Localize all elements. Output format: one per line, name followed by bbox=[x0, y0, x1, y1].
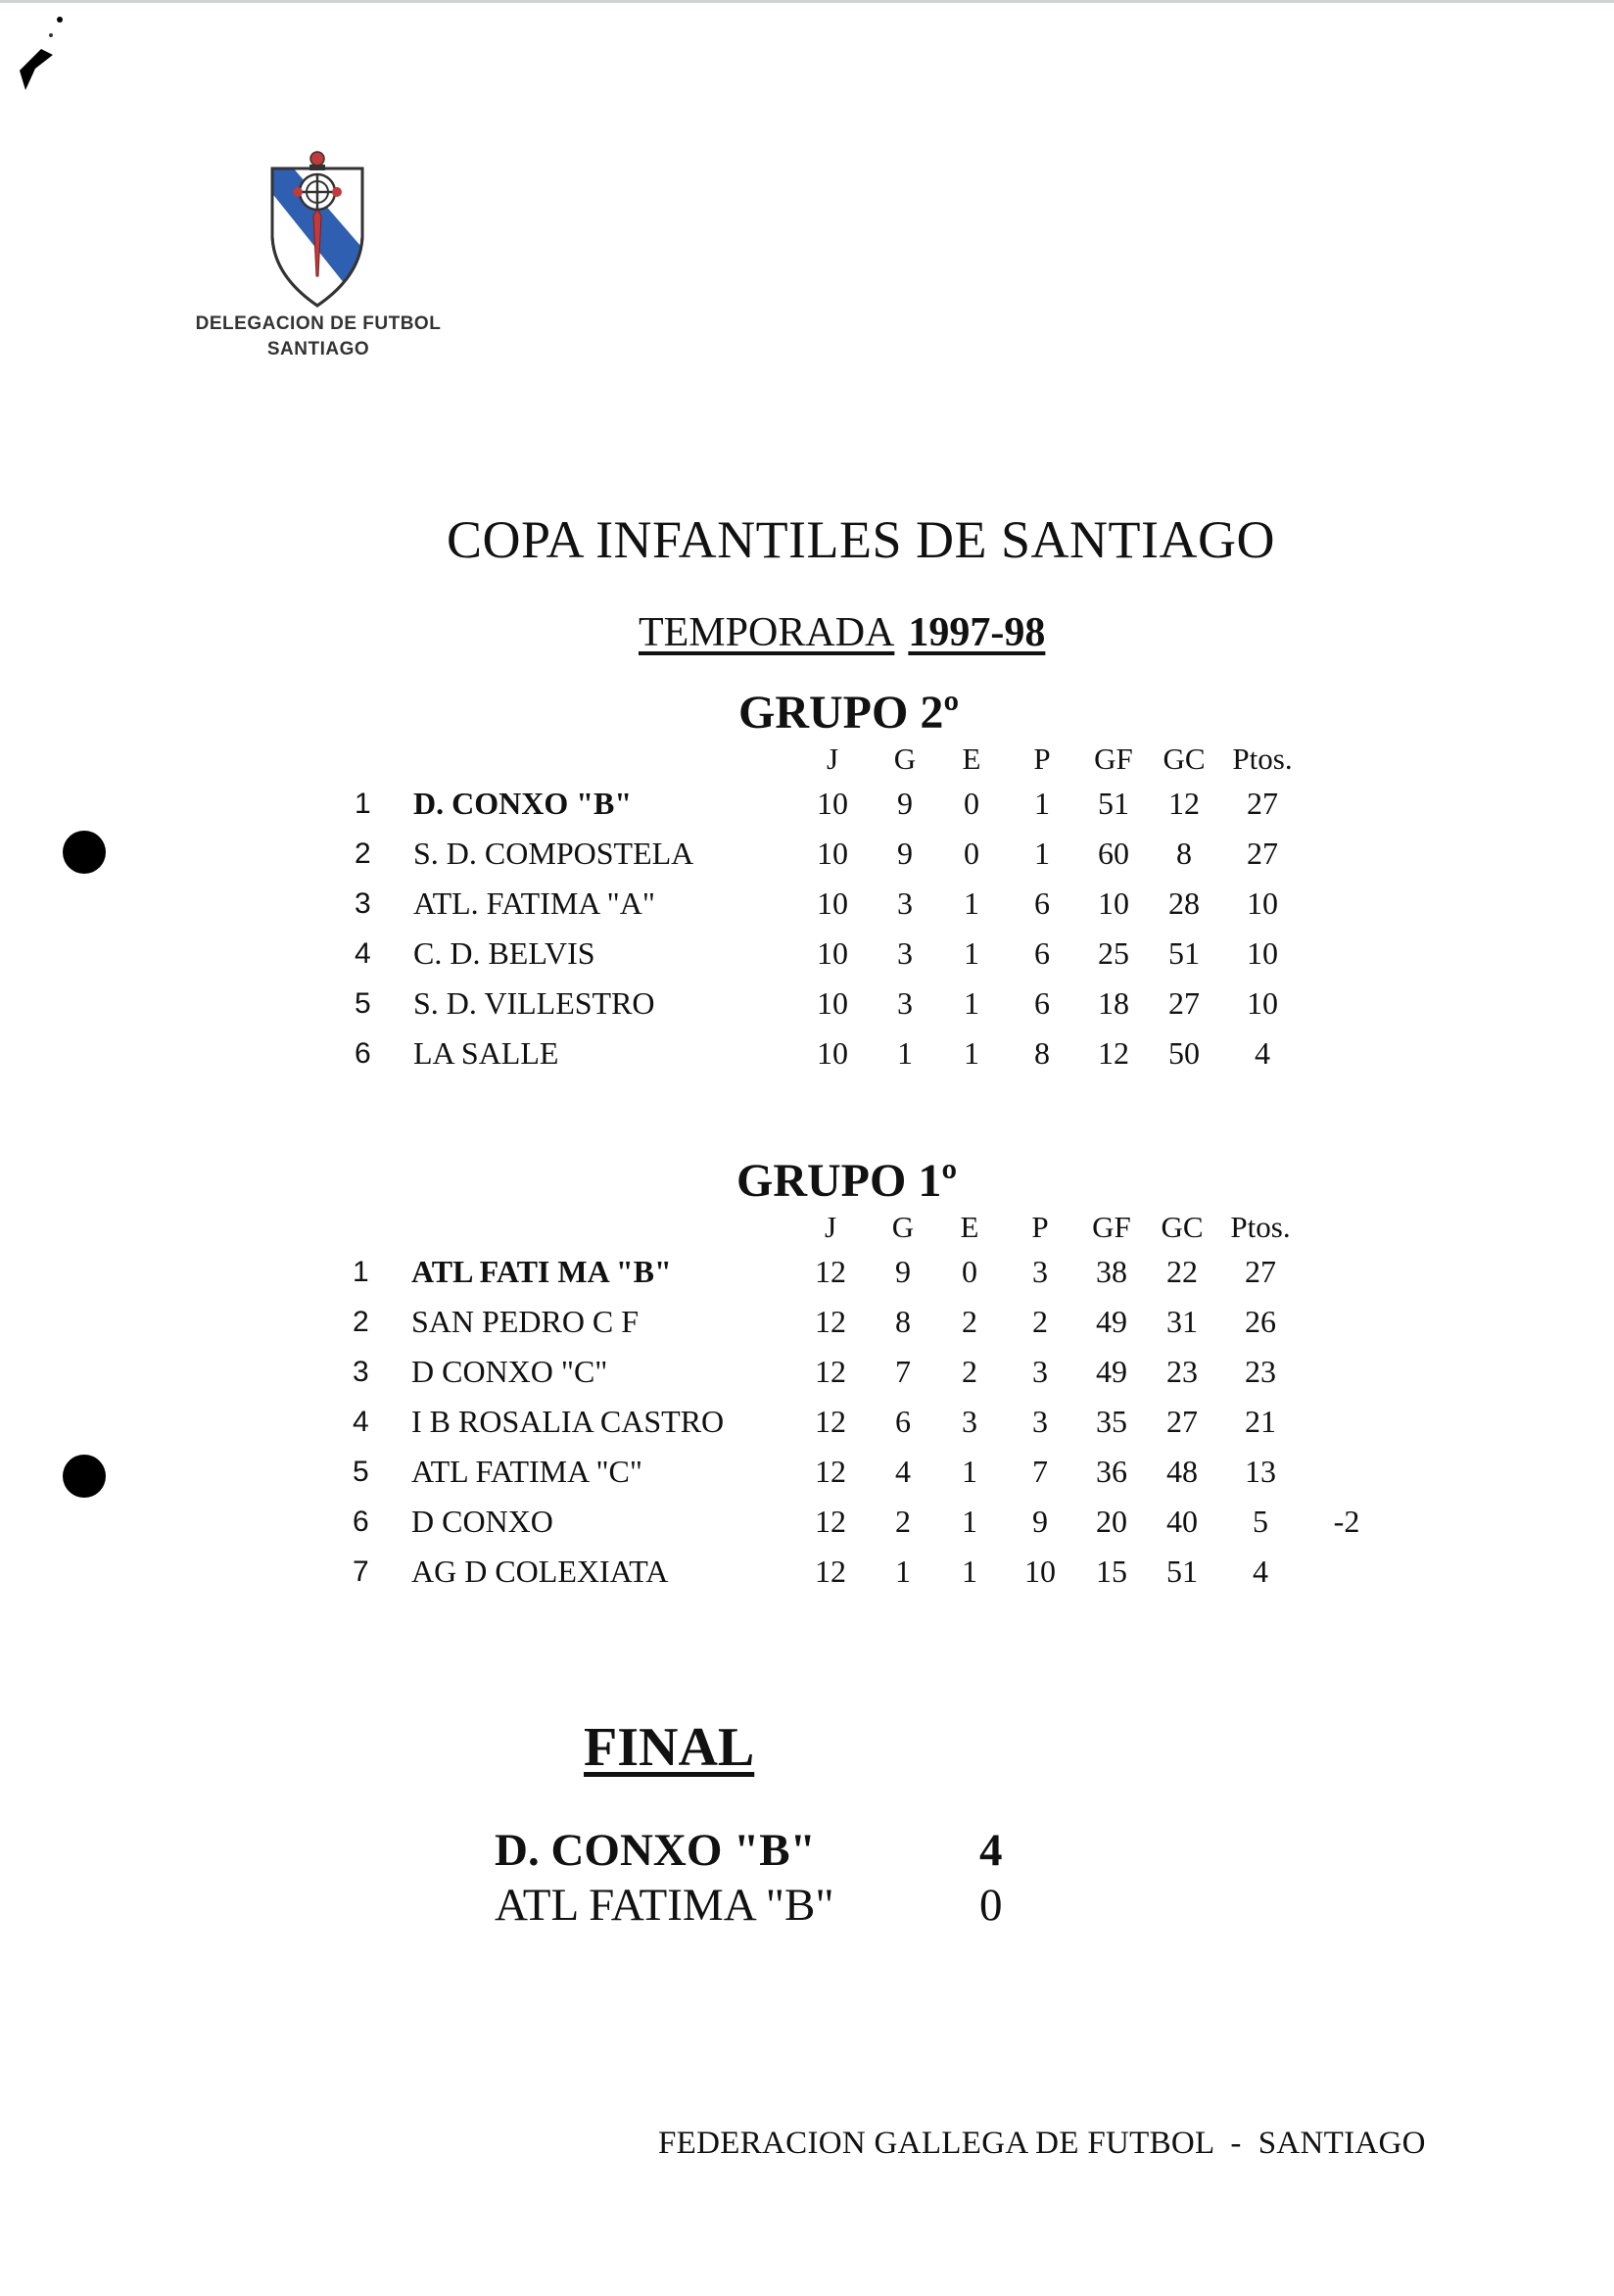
drawn: 1 bbox=[962, 1454, 977, 1489]
goals-against: 23 bbox=[1166, 1354, 1198, 1389]
col-header-gf: GF bbox=[1092, 1210, 1131, 1244]
lost: 3 bbox=[1032, 1354, 1048, 1389]
goals-against: 27 bbox=[1166, 1404, 1198, 1439]
won: 9 bbox=[897, 786, 913, 821]
col-header-gf: GF bbox=[1094, 741, 1133, 776]
goals-for: 18 bbox=[1098, 985, 1129, 1021]
goals-for: 36 bbox=[1096, 1454, 1127, 1489]
drawn: 0 bbox=[962, 1254, 977, 1289]
played: 10 bbox=[817, 885, 848, 921]
won: 6 bbox=[895, 1404, 911, 1439]
team-name: D CONXO "C" bbox=[411, 1354, 608, 1389]
drawn: 1 bbox=[962, 1504, 977, 1539]
points: 21 bbox=[1245, 1404, 1276, 1439]
points: 27 bbox=[1245, 1254, 1276, 1289]
table-row bbox=[355, 979, 1305, 1028]
col-header-e: E bbox=[962, 741, 981, 776]
played: 10 bbox=[817, 786, 848, 821]
goals-for: 35 bbox=[1096, 1404, 1127, 1439]
col-header-p: P bbox=[1031, 1210, 1049, 1244]
lost: 10 bbox=[1024, 1554, 1056, 1589]
played: 10 bbox=[817, 935, 848, 971]
won: 4 bbox=[895, 1454, 911, 1489]
table-row bbox=[353, 1547, 1391, 1597]
team-name: S. D. COMPOSTELA bbox=[413, 836, 694, 871]
points-adjustment: -2 bbox=[1333, 1504, 1360, 1539]
points: 13 bbox=[1245, 1454, 1276, 1489]
drawn: 1 bbox=[964, 935, 979, 971]
points: 10 bbox=[1247, 985, 1278, 1021]
goals-against: 40 bbox=[1166, 1504, 1198, 1539]
delegation-name bbox=[147, 311, 490, 362]
group-2-table bbox=[355, 740, 1305, 1078]
points: 23 bbox=[1245, 1354, 1276, 1389]
team-name: AG D COLEXIATA bbox=[411, 1554, 669, 1589]
team-name: I B ROSALIA CASTRO bbox=[411, 1404, 725, 1439]
points: 26 bbox=[1245, 1304, 1276, 1339]
goals-against: 27 bbox=[1168, 985, 1200, 1021]
table-row bbox=[355, 829, 1305, 879]
won: 9 bbox=[895, 1254, 911, 1289]
lost: 6 bbox=[1034, 935, 1050, 971]
played: 12 bbox=[815, 1504, 846, 1539]
table-row bbox=[353, 1447, 1391, 1497]
position: 1 bbox=[353, 1255, 369, 1288]
won: 3 bbox=[897, 935, 913, 971]
drawn: 3 bbox=[962, 1404, 977, 1439]
goals-for: 15 bbox=[1096, 1554, 1127, 1589]
group-1-table bbox=[353, 1208, 1391, 1597]
lost: 2 bbox=[1032, 1304, 1048, 1339]
played: 12 bbox=[815, 1254, 846, 1289]
team-name: ATL FATI MA "B" bbox=[411, 1254, 672, 1289]
won: 2 bbox=[895, 1504, 911, 1539]
won: 8 bbox=[895, 1304, 911, 1339]
played: 10 bbox=[817, 836, 848, 871]
final-loser-score: 0 bbox=[979, 1880, 1003, 1931]
won: 1 bbox=[895, 1554, 911, 1589]
points: 10 bbox=[1247, 935, 1278, 971]
lost: 9 bbox=[1032, 1504, 1048, 1539]
points-adjustment bbox=[1303, 1547, 1391, 1597]
table-row bbox=[355, 779, 1305, 829]
points: 10 bbox=[1247, 885, 1278, 921]
final-title: FINAL bbox=[584, 1717, 755, 1778]
table-row bbox=[355, 929, 1305, 979]
punch-hole-bottom bbox=[63, 1455, 106, 1498]
page-title: COPA INFANTILES DE SANTIAGO bbox=[446, 510, 1276, 569]
footer-federation: FEDERACION GALLEGA DE FUTBOL - SANTIAGO bbox=[658, 2126, 1426, 2161]
lost: 8 bbox=[1034, 1035, 1050, 1071]
points: 4 bbox=[1253, 1554, 1268, 1589]
points-adjustment bbox=[1303, 1247, 1391, 1297]
points-adjustment bbox=[1303, 1297, 1391, 1347]
team-name: S. D. VILLESTRO bbox=[413, 985, 655, 1021]
goals-for: 60 bbox=[1098, 836, 1129, 871]
punch-hole-top bbox=[63, 831, 106, 874]
position: 6 bbox=[355, 1036, 371, 1070]
col-header-e: E bbox=[960, 1210, 979, 1244]
goals-against: 31 bbox=[1166, 1304, 1198, 1339]
played: 12 bbox=[815, 1354, 846, 1389]
points: 27 bbox=[1247, 786, 1278, 821]
position: 1 bbox=[355, 787, 371, 820]
goals-against: 51 bbox=[1168, 935, 1200, 971]
col-header-g: G bbox=[893, 741, 917, 776]
table-row bbox=[353, 1397, 1391, 1447]
goals-for: 10 bbox=[1098, 885, 1129, 921]
goals-for: 12 bbox=[1098, 1035, 1129, 1071]
won: 3 bbox=[897, 885, 913, 921]
position: 5 bbox=[355, 986, 371, 1020]
position: 3 bbox=[355, 886, 371, 920]
goals-for: 51 bbox=[1098, 786, 1129, 821]
points: 27 bbox=[1247, 836, 1278, 871]
position: 2 bbox=[353, 1305, 369, 1338]
final-winner-score: 4 bbox=[979, 1825, 1003, 1876]
col-header-p: P bbox=[1033, 741, 1051, 776]
table-row bbox=[353, 1297, 1391, 1347]
goals-for: 49 bbox=[1096, 1354, 1127, 1389]
won: 1 bbox=[897, 1035, 913, 1071]
played: 12 bbox=[815, 1404, 846, 1439]
delegation-crest-icon bbox=[266, 147, 368, 311]
final-loser-team: ATL FATIMA "B" bbox=[495, 1880, 834, 1931]
won: 9 bbox=[897, 836, 913, 871]
lost: 6 bbox=[1034, 885, 1050, 921]
table-header-row bbox=[353, 1208, 1391, 1247]
lost: 6 bbox=[1034, 985, 1050, 1021]
col-header-gc: GC bbox=[1161, 1210, 1204, 1244]
won: 3 bbox=[897, 985, 913, 1021]
position: 7 bbox=[353, 1555, 369, 1588]
season-label: TEMPORADA bbox=[639, 610, 895, 655]
season-year: 1997-98 bbox=[908, 610, 1046, 655]
goals-against: 12 bbox=[1168, 786, 1200, 821]
points-adjustment bbox=[1303, 1447, 1391, 1497]
points: 5 bbox=[1253, 1504, 1268, 1539]
col-header-j: J bbox=[824, 1210, 837, 1244]
goals-for: 49 bbox=[1096, 1304, 1127, 1339]
col-header-pts: Ptos. bbox=[1232, 741, 1293, 776]
played: 12 bbox=[815, 1304, 846, 1339]
table-row bbox=[353, 1497, 1391, 1547]
table-row bbox=[355, 1028, 1305, 1078]
drawn: 0 bbox=[964, 786, 979, 821]
drawn: 1 bbox=[962, 1554, 977, 1589]
points-adjustment bbox=[1303, 1397, 1391, 1447]
points: 4 bbox=[1255, 1035, 1270, 1071]
col-header-j: J bbox=[826, 741, 839, 776]
final-winner-team: D. CONXO "B" bbox=[495, 1825, 816, 1876]
points-adjustment bbox=[1303, 1347, 1391, 1397]
team-name: C. D. BELVIS bbox=[413, 935, 595, 971]
group-2-title: GRUPO 2º bbox=[738, 687, 960, 739]
position: 6 bbox=[353, 1505, 369, 1538]
team-name: ATL. FATIMA "A" bbox=[413, 885, 655, 921]
goals-for: 38 bbox=[1096, 1254, 1127, 1289]
scan-top-edge bbox=[0, 0, 1614, 3]
drawn: 1 bbox=[964, 1035, 979, 1071]
team-name: ATL FATIMA "C" bbox=[411, 1454, 642, 1489]
table-header-row bbox=[355, 740, 1305, 779]
goals-against: 48 bbox=[1166, 1454, 1198, 1489]
table-row bbox=[353, 1347, 1391, 1397]
goals-for: 25 bbox=[1098, 935, 1129, 971]
drawn: 1 bbox=[964, 885, 979, 921]
played: 12 bbox=[815, 1454, 846, 1489]
position: 4 bbox=[353, 1405, 369, 1438]
group-1-title: GRUPO 1º bbox=[736, 1155, 958, 1207]
scan-mark bbox=[14, 12, 72, 100]
played: 10 bbox=[817, 985, 848, 1021]
goals-against: 22 bbox=[1166, 1254, 1198, 1289]
table-row bbox=[355, 879, 1305, 929]
drawn: 1 bbox=[964, 985, 979, 1021]
drawn: 2 bbox=[962, 1304, 977, 1339]
team-name: D CONXO bbox=[411, 1504, 553, 1539]
delegation-line2: SANTIAGO bbox=[266, 339, 370, 359]
position: 5 bbox=[353, 1455, 369, 1488]
col-header-pts: Ptos. bbox=[1230, 1210, 1291, 1244]
goals-for: 20 bbox=[1096, 1504, 1127, 1539]
lost: 7 bbox=[1032, 1454, 1048, 1489]
season-heading bbox=[639, 609, 1045, 656]
lost: 1 bbox=[1034, 836, 1050, 871]
position: 4 bbox=[355, 936, 371, 970]
played: 10 bbox=[817, 1035, 848, 1071]
lost: 3 bbox=[1032, 1404, 1048, 1439]
lost: 1 bbox=[1034, 786, 1050, 821]
col-header-g: G bbox=[891, 1210, 915, 1244]
col-header-gc: GC bbox=[1163, 741, 1206, 776]
drawn: 2 bbox=[962, 1354, 977, 1389]
played: 12 bbox=[815, 1554, 846, 1589]
team-name: D. CONXO "B" bbox=[413, 786, 633, 821]
won: 7 bbox=[895, 1354, 911, 1389]
goals-against: 50 bbox=[1168, 1035, 1200, 1071]
goals-against: 28 bbox=[1168, 885, 1200, 921]
table-row bbox=[353, 1247, 1391, 1297]
goals-against: 51 bbox=[1166, 1554, 1198, 1589]
goals-against: 8 bbox=[1176, 836, 1192, 871]
team-name: LA SALLE bbox=[413, 1035, 559, 1071]
position: 3 bbox=[353, 1355, 369, 1388]
position: 2 bbox=[355, 837, 371, 870]
team-name: SAN PEDRO C F bbox=[411, 1304, 640, 1339]
lost: 3 bbox=[1032, 1254, 1048, 1289]
drawn: 0 bbox=[964, 836, 979, 871]
delegation-line1: DELEGACION DE FUTBOL bbox=[195, 313, 442, 334]
